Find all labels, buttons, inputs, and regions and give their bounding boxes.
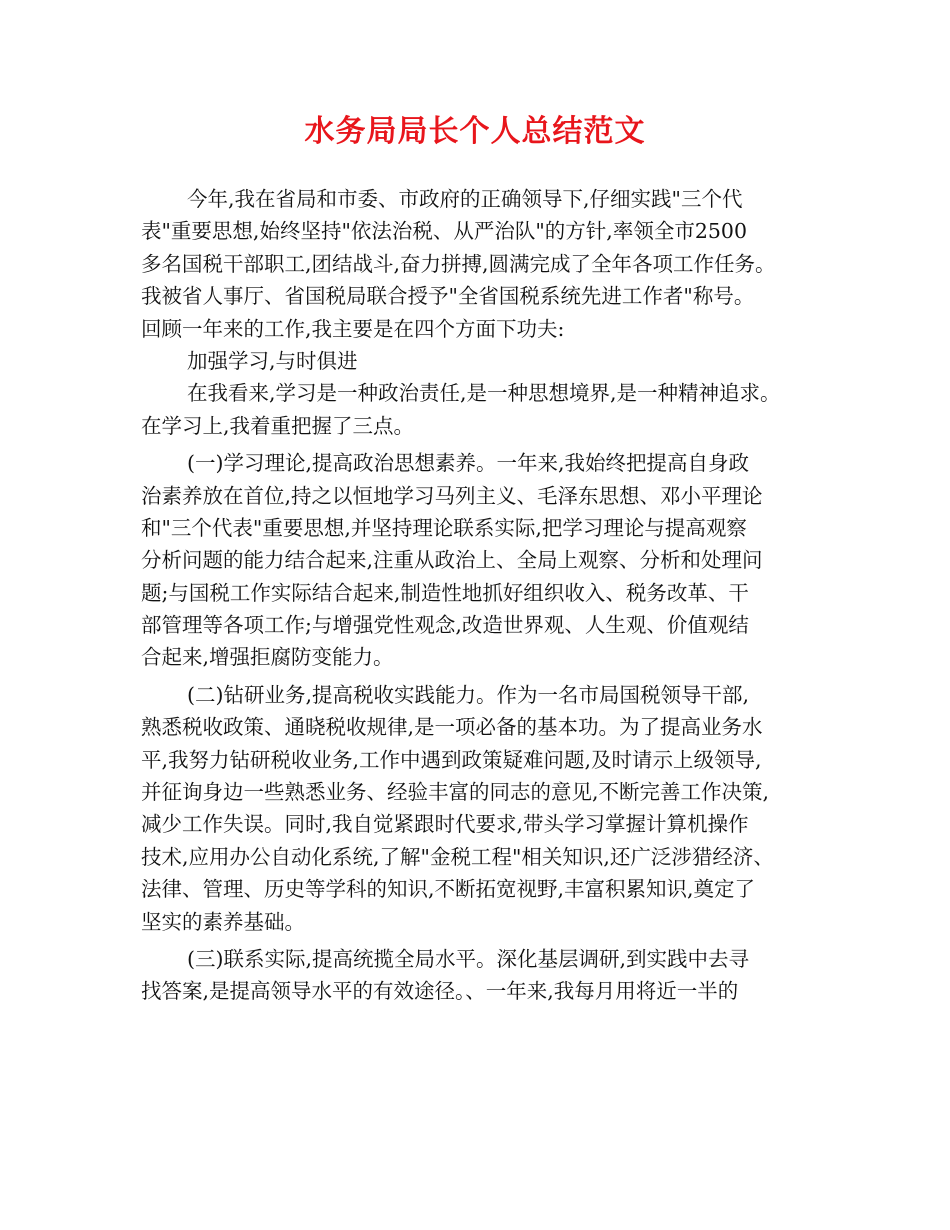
paragraph-line: 分析问题的能力结合起来,注重从政治上、全局上观察、分析和处理问: [141, 548, 763, 573]
section-heading: 加强学习,与时俱进: [187, 348, 358, 373]
document-title: 水务局局长个人总结范文: [304, 114, 646, 149]
paragraph-line: 熟悉税收政策、通晓税收规律,是一项必备的基本功。为了提高业务水: [141, 715, 763, 740]
paragraph-line: 在我看来,学习是一种政治责任,是一种思想境界,是一种精神追求。: [187, 381, 781, 406]
paragraph-line: 回顾一年来的工作,我主要是在四个方面下功夫:: [141, 316, 565, 341]
paragraph-line: 找答案,是提高领导水平的有效途径。、一年来,我每月用将近一半的: [141, 979, 739, 1004]
paragraph-line: 今年,我在省局和市委、市政府的正确领导下,仔细实践"三个代: [187, 187, 743, 211]
paragraph-line: 我被省人事厅、省国税局联合授予"全省国税系统先进工作者"称号。: [141, 284, 755, 309]
paragraph-line: 减少工作失误。同时,我自觉紧跟时代要求,带头学习掌握计算机操作: [141, 812, 749, 837]
paragraph-line: 表"重要思想,始终坚持"依法治税、从严治队"的方针,率领全市2500: [141, 219, 747, 244]
paragraph-line: 多名国税干部职工,团结战斗,奋力拼搏,圆满完成了全年各项工作任务。: [141, 251, 776, 276]
paragraph-line: (三)联系实际,提高统揽全局水平。深化基层调研,到实践中去寻: [187, 946, 750, 971]
paragraph-line: (一)学习理论,提高政治思想素养。一年来,我始终把提高自身政: [187, 451, 750, 476]
paragraph-line: 法律、管理、历史等学科的知识,不断拓宽视野,丰富积累知识,奠定了: [141, 877, 756, 902]
paragraph-line: 题;与国税工作实际结合起来,制造性地抓好组织收入、税务改革、干: [141, 580, 749, 605]
paragraph-line: 在学习上,我着重把握了三点。: [141, 413, 415, 438]
paragraph-line: 技术,应用办公自动化系统,了解"金税工程"相关知识,还广泛涉猎经济、: [141, 844, 774, 869]
paragraph-line: 部管理等各项工作;与增强党性观念,改造世界观、人生观、价值观结: [141, 613, 749, 638]
paragraph-line: 和"三个代表"重要思想,并坚持理论联系实际,把学习理论与提高观察: [141, 515, 747, 540]
document-body: [141, 183, 841, 1008]
paragraph-line: (二)钻研业务,提高税收实践能力。作为一名市局国税领导干部,: [187, 682, 750, 707]
paragraph-line: 并征询身边一些熟悉业务、经验丰富的同志的意见,不断完善工作决策,: [141, 780, 770, 805]
paragraph-line: 坚实的素养基础。: [141, 909, 305, 934]
paragraph-line: 治素养放在首位,持之以恒地学习马列主义、毛泽东思想、邓小平理论: [141, 483, 763, 508]
paragraph-line: 平,我努力钻研税收业务,工作中遇到政策疑难问题,及时请示上级领导,: [141, 747, 762, 772]
paragraph-line: 合起来,增强拒腐防变能力。: [141, 645, 394, 670]
